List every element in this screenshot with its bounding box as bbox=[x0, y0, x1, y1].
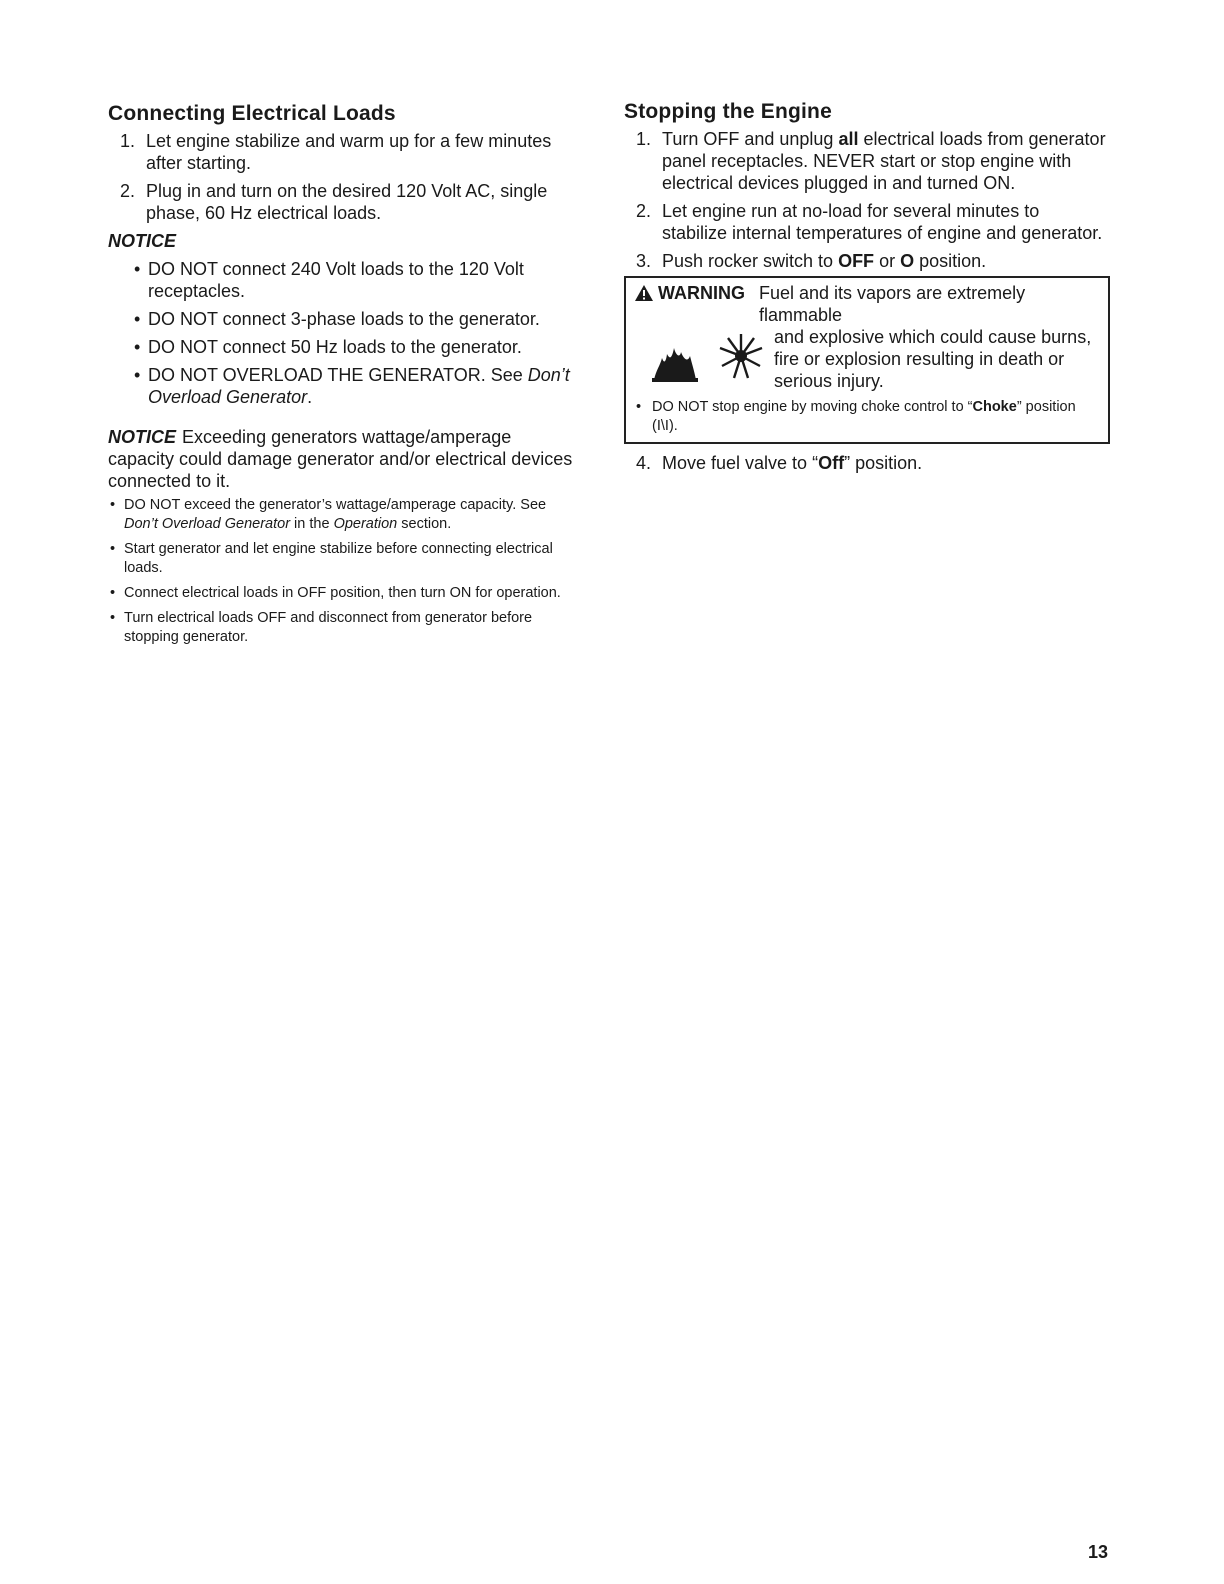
list-item: • DO NOT OVERLOAD THE GENERATOR. See Don’t Overload Generator. bbox=[108, 364, 580, 408]
warning-bullets bbox=[634, 398, 1098, 436]
section-heading-stopping-engine: Stopping the Engine bbox=[624, 100, 832, 123]
section-heading-connecting-loads: Connecting Electrical Loads bbox=[108, 102, 396, 125]
list-item: 1. Turn OFF and unplug all electrical loads from generator panel receptacles. NEVER start or stop engine with electrical devices plugged in and turned ON. bbox=[636, 129, 1106, 193]
warning-text-line1: Fuel and its vapors are extremely flammable bbox=[759, 283, 1026, 325]
stopping-steps bbox=[624, 128, 1108, 272]
list-item: • DO NOT exceed the generator’s wattage/amperage capacity. See Don’t Overload Generator in the Operation section. bbox=[108, 496, 580, 534]
left-body bbox=[108, 130, 580, 647]
connecting-steps bbox=[108, 130, 580, 224]
fire-icon bbox=[650, 340, 700, 384]
notice-label: NOTICE bbox=[108, 427, 177, 447]
list-item: • Start generator and let engine stabilize before connecting electrical loads. bbox=[108, 540, 580, 578]
hazard-icons bbox=[634, 326, 774, 390]
warning-triangle-icon bbox=[634, 284, 654, 302]
page-number: 13 bbox=[1088, 1542, 1109, 1562]
warning-box bbox=[624, 276, 1110, 444]
stopping-steps-continued bbox=[624, 452, 1108, 474]
warning-text-rest: and explosive which could cause burns, fire or explosion resulting in death or serious injury. bbox=[774, 327, 1092, 391]
right-column bbox=[624, 100, 1108, 480]
warning-label: WARNING bbox=[658, 283, 745, 303]
list-item: 2. Let engine run at no-load for several minutes to stabilize internal temperatures of engine and generator. bbox=[636, 201, 1103, 243]
warning-header bbox=[634, 282, 1098, 326]
list-item: • DO NOT stop engine by moving choke control to “Choke” position (I\I). bbox=[634, 398, 1098, 436]
notice-small-bullets bbox=[108, 496, 580, 647]
right-body bbox=[624, 128, 1108, 474]
list-item: • DO NOT connect 3-phase loads to the generator. bbox=[108, 308, 580, 330]
cross-reference: Don’t Overload Generator bbox=[148, 365, 570, 407]
choke-symbol: I\I bbox=[656, 418, 669, 434]
notice-label: NOTICE bbox=[108, 231, 177, 251]
list-item: • Connect electrical loads in OFF position, then turn ON for operation. bbox=[108, 584, 580, 603]
list-item: 1. Let engine stabilize and warm up for a few minutes after starting. bbox=[120, 131, 552, 173]
list-item: • DO NOT connect 240 Volt loads to the 120 Volt receptacles. bbox=[108, 258, 580, 302]
list-item: • DO NOT connect 50 Hz loads to the generator. bbox=[108, 336, 580, 358]
left-column bbox=[108, 100, 580, 653]
list-item: 3. Push rocker switch to OFF or O position. bbox=[636, 251, 987, 271]
notice-bullets bbox=[108, 258, 580, 408]
list-item: 2. Plug in and turn on the desired 120 Volt AC, single phase, 60 Hz electrical loads. bbox=[120, 181, 548, 223]
explosion-icon bbox=[716, 332, 766, 382]
list-item: 4. Move fuel valve to “Off” position. bbox=[636, 453, 923, 473]
notice-paragraph: NOTICE Exceeding generators wattage/amperage capacity could damage generator and/or electrical devices connected to it. bbox=[108, 427, 573, 491]
list-item: • Turn electrical loads OFF and disconnect from generator before stopping generator. bbox=[108, 609, 580, 647]
